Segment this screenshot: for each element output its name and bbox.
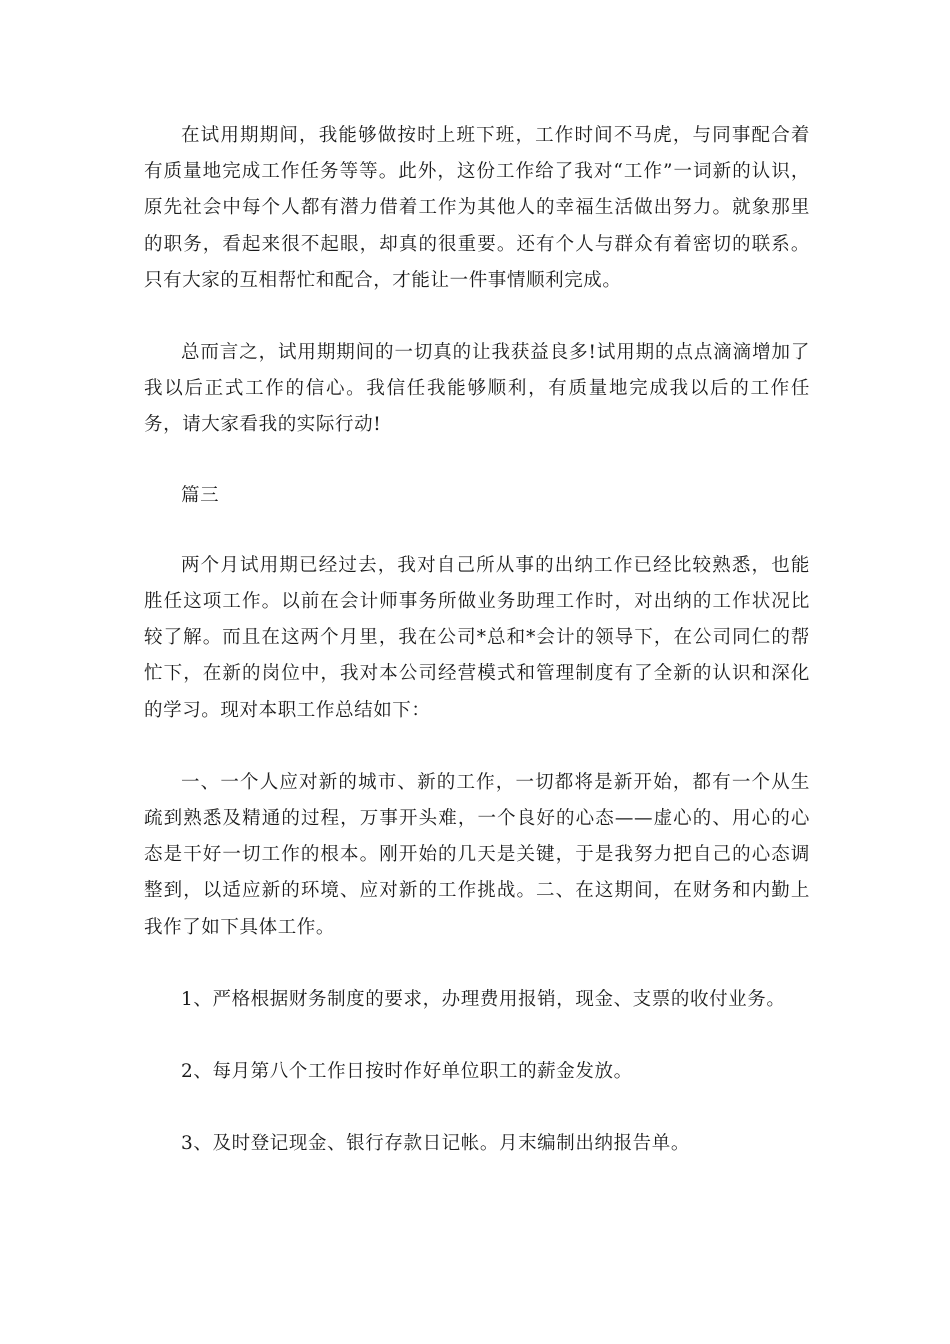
list-item-journal-recording: 3、及时登记现金、银行存款日记帐。月末编制出纳报告单。 [181,1133,690,1155]
section-heading-part-three: 篇三 [181,484,220,506]
paragraph-summary: 总而言之，试用期期间的一切真的让我获益良多!试用期的点点滴滴增加了我以后正式工作的信心。我信任我能够顺利，有质量地完成我以后的工作任务，请大家看我的实际行动! [144,342,810,436]
paragraph-probation-conduct: 在试用期期间，我能够做按时上班下班，工作时间不马虎，与同事配合着有质量地完成工作任务等等。此外，这份工作给了我对“工作”一词新的认识，原先社会中每个人都有潜力借着工作为其他人的幸福生活做出努力。就象那里的职务，看起来很不起眼，却真的很重要。还有个人与群众有着密切的联系。只有大家的互相帮忙和配合，才能让一件事情顺利完成。 [144,125,810,291]
paragraph-cashier-intro: 两个月试用期已经过去，我对自己所从事的出纳工作已经比较熟悉，也能胜任这项工作。以前在会计师事务所做业务助理工作时，对出纳的工作状况比较了解。而且在这两个月里，我在公司*总和*会计的领导下，在公司同仁的帮忙下，在新的岗位中，我对本公司经营模式和管理制度有了全新的认识和深化的学习。现对本职工作总结如下： [144,554,810,721]
paragraph-mindset: 一、一个人应对新的城市、新的工作，一切都将是新开始，都有一个从生疏到熟悉及精通的过程，万事开头难，一个良好的心态——虚心的、用心的心态是干好一切工作的根本。刚开始的几天是关键，于是我努力把自己的心态调整到，以适应新的环境、应对新的工作挑战。二、在这期间，在财务和内勤上我作了如下具体工作。 [144,771,810,938]
list-item-expense-reimbursement: 1、严格根据财务制度的要求，办理费用报销，现金、支票的收付业务。 [181,988,786,1010]
document-page [144,118,810,1162]
list-item-salary-payment: 2、每月第八个工作日按时作好单位职工的薪金发放。 [181,1061,633,1083]
